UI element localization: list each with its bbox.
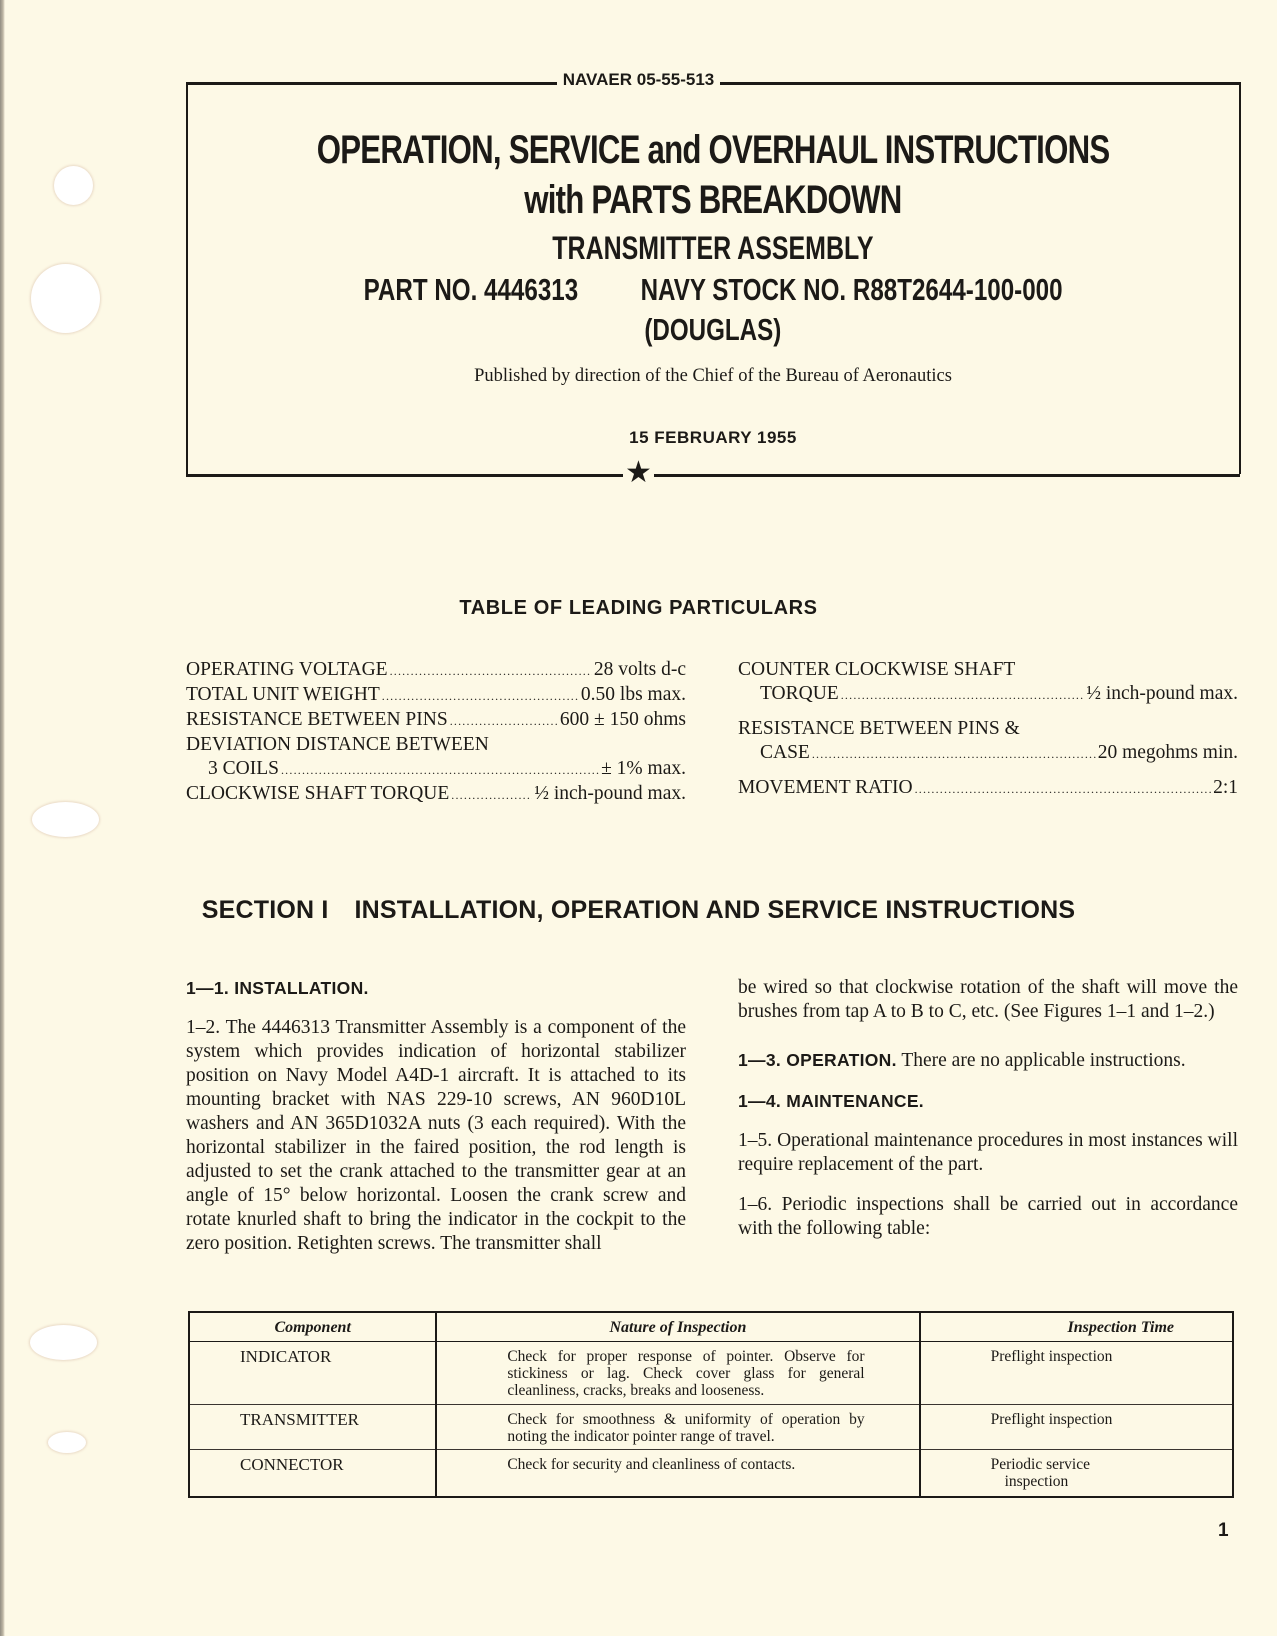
cell-component: CONNECTOR [189,1450,436,1498]
section-number: SECTION I [201,896,329,924]
heading-maintenance: 1—4. MAINTENANCE. [738,1091,924,1111]
particular-row: DEVIATION DISTANCE BETWEEN [186,734,489,755]
cell-nature: Check for smoothness & uniformity of operation by noting the indicator pointer range of travel. [436,1405,919,1450]
manufacturer: (DOUGLAS) [644,312,782,347]
punch-hole [48,1432,86,1453]
subject-title: TRANSMITTER ASSEMBLY [552,230,874,266]
particular-row: CASE ..... 20 megohms min. [738,741,1238,766]
paragraph-1-3: 1—3. OPERATION. There are no applicable instructions. [738,1050,1186,1071]
particular-row: 3 COILS ..... ± 1% max. [186,757,686,782]
section-title: INSTALLATION, OPERATION AND SERVICE INSTRUCTIONS [354,896,1076,924]
leading-particulars-title: TABLE OF LEADING PARTICULARS [459,597,818,619]
punch-hole [54,166,93,205]
particular-row: TOTAL UNIT WEIGHT ..... 0.50 lbs max. [186,683,686,708]
cell-component: TRANSMITTER [189,1405,436,1450]
punch-hole [30,1325,97,1360]
title-line-2: with PARTS BREAKDOWN [524,178,902,222]
particular-row: COUNTER CLOCKWISE SHAFT [738,659,1016,680]
cell-nature: Check for security and cleanliness of contacts. [436,1450,919,1498]
paragraph-1-2-continued: be wired so that clockwise rotation of the shaft will move the brushes from tap A to B to C, etc. (See Figures 1–1 and 1–2.) [738,977,1238,1022]
leading-particulars-right [738,658,1238,801]
navy-stock-number: NAVY STOCK NO. R88T2644-100-000 [640,272,1063,307]
document-number: NAVAER 05-55-513 [0,70,1277,90]
table-row [189,1405,1233,1450]
particular-row: CLOCKWISE SHAFT TORQUE ..... ½ inch-pound max. [186,782,686,807]
column-header-nature: Nature of Inspection [436,1312,919,1342]
cell-time: Preflight inspection [920,1405,1233,1450]
cell-nature: Check for proper response of pointer. Observe for stickiness or lag. Check cover glass for general cleanliness, cracks, breaks and looseness. [436,1342,919,1405]
table-row [189,1450,1233,1498]
section-heading [0,896,1277,925]
heading-installation: 1—1. INSTALLATION. [186,978,369,998]
part-numbers [186,272,1240,308]
published-by: Published by direction of the Chief of the Bureau of Aeronautics [474,366,952,386]
publication-date: 15 FEBRUARY 1955 [629,428,797,447]
paragraph-1-6: 1–6. Periodic inspections shall be carried out in accordance with the following table: [738,1194,1238,1239]
particular-row: OPERATING VOLTAGE ..... 28 volts d-c [186,658,686,683]
page-number: 1 [1218,1520,1229,1541]
part-number: PART NO. 4446313 [363,272,579,307]
punch-hole [31,264,100,333]
table-row [189,1342,1233,1405]
heading-operation: 1—3. OPERATION. [738,1050,897,1070]
paragraph-1-5: 1–5. Operational maintenance procedures in most instances will require replacement of the part. [738,1130,1238,1175]
cell-time: Preflight inspection [920,1342,1233,1405]
title-line-1: OPERATION, SERVICE and OVERHAUL INSTRUCTIONS [316,128,1110,172]
inspection-table [188,1311,1234,1498]
particular-row: TORQUE ..... ½ inch-pound max. [738,682,1238,707]
body-right-column [738,976,1238,1241]
body-left-column [186,976,686,1256]
leading-particulars-left [186,658,686,807]
table-header-row [189,1312,1233,1342]
cell-component: INDICATOR [189,1342,436,1405]
binding-edge [0,0,5,1636]
cell-time: Periodic service inspection [990,1456,1090,1490]
punch-hole [32,802,99,837]
particular-row: RESISTANCE BETWEEN PINS ..... 600 ± 150 ohms [186,708,686,733]
column-header-component: Component [189,1312,436,1342]
particular-row: RESISTANCE BETWEEN PINS & [738,718,1020,739]
paragraph-1-2: 1–2. The 4446313 Transmitter Assembly is a component of the system which provides indication of horizontal stabilizer position on Navy Model A4D-1 aircraft. It is attached to its mounting bracket with NAS 229-10 screws, AN 960D10L washers and AN 365D1032A nuts (3 each required). With the horizontal stabilizer in the faired position, the rod length is adjusted to set the crank attached to the transmitter gear at an angle of 15° below horizontal. Loosen the crank screw and rotate knurled shaft to bring the indicator in the cockpit to the zero position. Retighten screws. The transmitter shall [186,1017,686,1254]
star-icon: ★ [625,456,652,489]
particular-row: MOVEMENT RATIO ..... 2:1 [738,776,1238,801]
column-header-time: Inspection Time [920,1312,1233,1342]
